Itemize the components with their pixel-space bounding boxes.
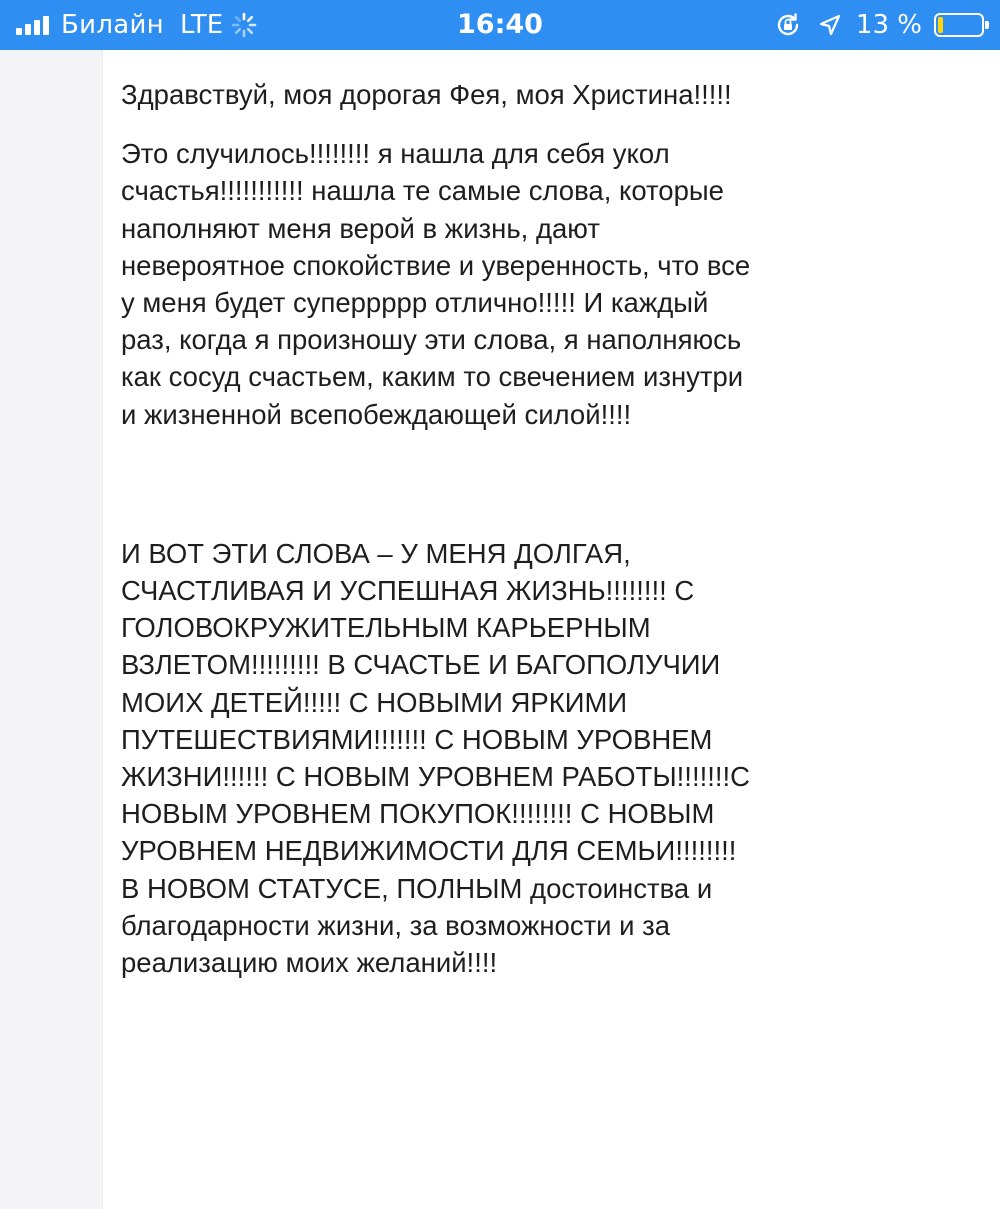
status-bar-right [774,0,984,50]
carrier-name: Билайн [61,10,164,40]
location-arrow-icon [818,13,842,37]
document-body [121,76,761,981]
battery-tip [985,21,989,29]
greeting-paragraph: Здравствуй, моя дорогая Фея, моя Христина!!!!! [121,79,732,110]
status-bar [0,0,1000,50]
status-bar-time: 16:40 [457,9,543,40]
network-type: LTE [179,10,224,40]
battery-level-fill [938,17,943,33]
battery-icon [934,13,984,37]
rotation-lock-icon [774,11,802,39]
left-gutter [0,50,103,1209]
affirmation-paragraph: И ВОТ ЭТИ СЛОВА – У МЕНЯ ДОЛГАЯ, СЧАСТЛИВАЯ И УСПЕШНАЯ ЖИЗНЬ!!!!!!!! С ГОЛОВОКРУЖИТЕЛЬНЫМ КАРЬЕРНЫМ ВЗЛЕТОМ!!!!!!!!! В СЧАСТЬЕ И БАГОПОЛУЧИИ МОИХ ДЕТЕЙ!!!!! С НОВЫМИ ЯРКИМИ ПУТЕШЕСТВИЯМИ!!!!!!! С НОВЫМ УРОВНЕМ ЖИЗНИ!!!!!! С НОВЫМ УРОВНЕМ РАБОТЫ!!!!!!!С НОВЫМ УРОВНЕМ ПОКУПОК!!!!!!!! С НОВЫМ УРОВНЕМ НЕДВИЖИМОСТИ ДЛЯ СЕМЬИ!!!!!!!! В НОВОМ СТАТУСЕ, ПОЛНЫМ достоинства и благодарности жизни, за возможности и за реализацию моих желаний!!!! [121,537,751,979]
body-paragraph: Это случилось!!!!!!!! я нашла для себя укол счастья!!!!!!!!!!! нашла те самые слова, которые наполняют меня верой в жизнь, дают невероятное спокойствие и уверенность, что все у меня будет суперрррр отлично!!!!! И каждый раз, когда я произношу эти слова, я наполняюсь как сосуд счастьем, каким то свечением изнутри и жизненной всепобеждающей силой!!!! [121,138,751,430]
battery-percent: 13 % [855,10,922,40]
